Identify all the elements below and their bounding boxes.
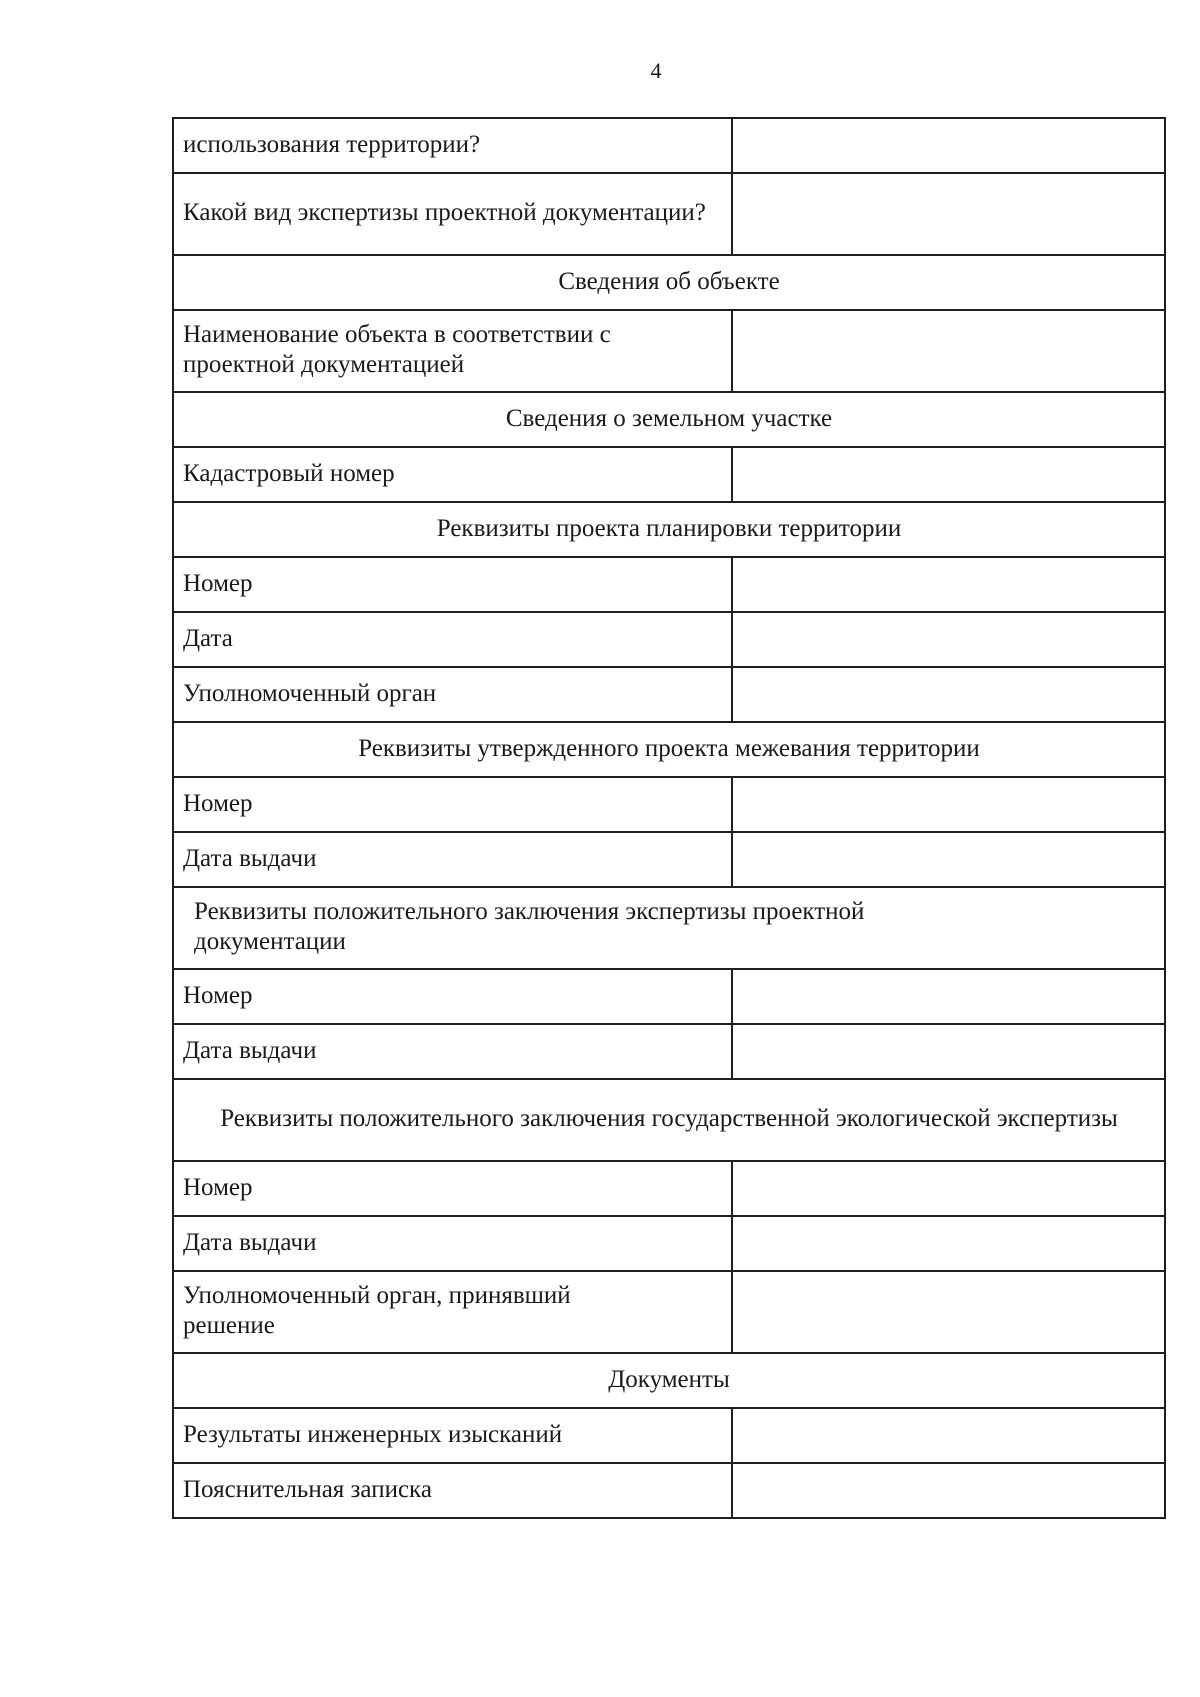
section-header-row <box>173 255 1165 310</box>
page-number: 4 <box>650 58 662 83</box>
section-header: Реквизиты проекта планировки территории <box>173 502 1165 557</box>
row-label: Наименование объекта в соответствии с проектной документацией <box>173 310 732 392</box>
row-label: Номер <box>173 557 732 612</box>
row-value-field[interactable] <box>732 1408 1165 1463</box>
row-label: Уполномоченный орган, принявший решение <box>173 1271 732 1353</box>
row-value-field[interactable] <box>732 1161 1165 1216</box>
row-label: Результаты инженерных изысканий <box>173 1408 732 1463</box>
table-row <box>173 1408 1165 1463</box>
section-header-row <box>173 887 1165 969</box>
table-row <box>173 1161 1165 1216</box>
row-value-field[interactable] <box>732 310 1165 392</box>
section-header: Реквизиты положительного заключения государственной экологической экспертизы <box>173 1079 1165 1161</box>
row-value-field[interactable] <box>732 173 1165 255</box>
row-label: Дата выдачи <box>173 1024 732 1079</box>
table-row <box>173 832 1165 887</box>
section-header-row <box>173 1353 1165 1408</box>
row-value-field[interactable] <box>732 118 1165 173</box>
section-header-row <box>173 502 1165 557</box>
table-row <box>173 969 1165 1024</box>
table-row <box>173 1216 1165 1271</box>
table-row <box>173 1024 1165 1079</box>
row-value-field[interactable] <box>732 447 1165 502</box>
section-header-row <box>173 1079 1165 1161</box>
row-label: использования территории? <box>173 118 732 173</box>
row-label: Номер <box>173 777 732 832</box>
form-table <box>172 117 1166 1519</box>
table-row <box>173 612 1165 667</box>
row-label: Какой вид экспертизы проектной документации? <box>173 173 732 255</box>
row-value-field[interactable] <box>732 777 1165 832</box>
row-value-field[interactable] <box>732 612 1165 667</box>
row-label: Дата <box>173 612 732 667</box>
table-row <box>173 1463 1165 1518</box>
section-header-row <box>173 392 1165 447</box>
row-label: Номер <box>173 969 732 1024</box>
section-header: Сведения о земельном участке <box>173 392 1165 447</box>
section-header: Документы <box>173 1353 1165 1408</box>
row-label: Уполномоченный орган <box>173 667 732 722</box>
table-row <box>173 310 1165 392</box>
table-row <box>173 557 1165 612</box>
row-value-field[interactable] <box>732 1216 1165 1271</box>
row-value-field[interactable] <box>732 557 1165 612</box>
row-label: Дата выдачи <box>173 832 732 887</box>
row-value-field[interactable] <box>732 1024 1165 1079</box>
table-row <box>173 777 1165 832</box>
table-row <box>173 447 1165 502</box>
section-header: Реквизиты утвержденного проекта межевания территории <box>173 722 1165 777</box>
row-value-field[interactable] <box>732 969 1165 1024</box>
table-row <box>173 667 1165 722</box>
row-value-field[interactable] <box>732 832 1165 887</box>
row-value-field[interactable] <box>732 1463 1165 1518</box>
section-header: Реквизиты положительного заключения экспертизы проектной документации <box>173 887 1165 969</box>
row-label: Кадастровый номер <box>173 447 732 502</box>
row-label: Номер <box>173 1161 732 1216</box>
row-value-field[interactable] <box>732 1271 1165 1353</box>
section-header: Сведения об объекте <box>173 255 1165 310</box>
table-row <box>173 173 1165 255</box>
section-header-row <box>173 722 1165 777</box>
row-value-field[interactable] <box>732 667 1165 722</box>
row-label: Пояснительная записка <box>173 1463 732 1518</box>
table-row <box>173 1271 1165 1353</box>
table-row <box>173 118 1165 173</box>
row-label: Дата выдачи <box>173 1216 732 1271</box>
